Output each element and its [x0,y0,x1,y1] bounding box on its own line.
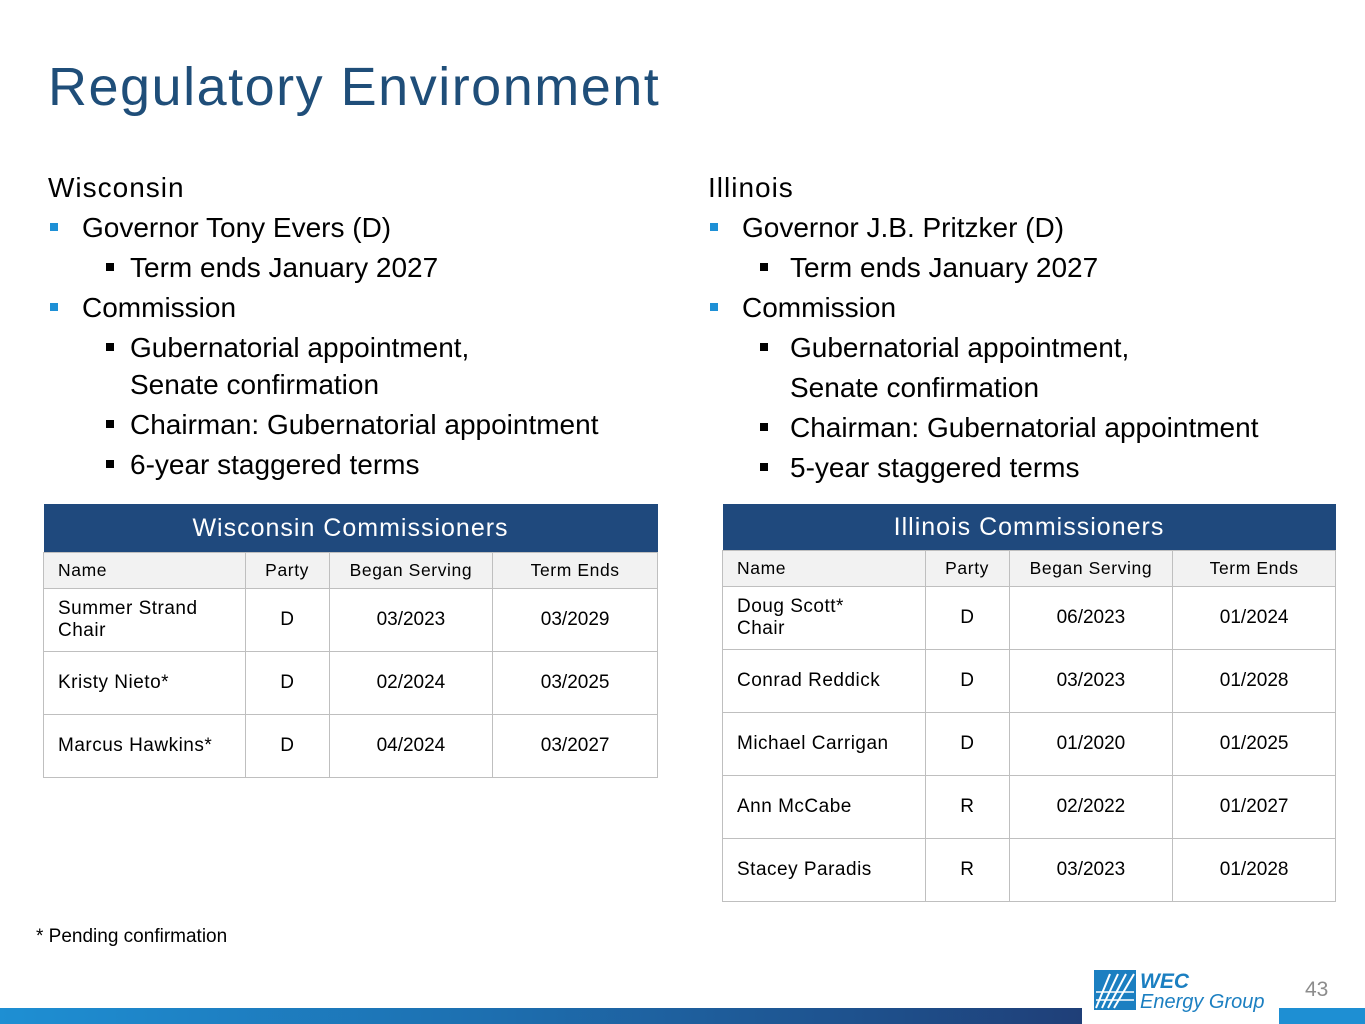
commissioner-began: 03/2023 [1009,650,1173,713]
column-header-ends: Term Ends [1173,551,1336,587]
logo-text-energy-group: Energy Group [1140,991,1265,1013]
footnote: * Pending confirmation [36,926,228,947]
illinois-terms: 5-year staggered terms [708,452,1079,484]
page-number: 43 [1305,978,1329,1001]
commissioner-ends: 01/2027 [1173,776,1336,839]
commissioner-ends: 01/2025 [1173,713,1336,776]
commissioner-party: R [925,776,1009,839]
illinois-heading: Illinois [708,172,794,203]
commissioner-ends: 03/2027 [493,715,658,778]
page-title: Regulatory Environment [48,57,661,117]
commissioner-ends: 01/2024 [1173,587,1336,650]
illinois-commissioners-table [722,504,1336,902]
column-header-began: Began Serving [1009,551,1173,587]
commissioner-party: D [245,715,329,778]
commissioner-name-text: Summer Strand [58,598,198,619]
commissioner-ends: 03/2025 [493,652,658,715]
wisconsin-terms: 6-year staggered terms [48,449,419,481]
table-row [44,589,658,652]
commissioner-name [44,589,246,652]
commissioner-began: 03/2023 [329,589,493,652]
table-caption: Wisconsin Commissioners [44,504,658,553]
wisconsin-chairman: Chairman: Gubernatorial appointment [48,409,598,441]
column-header-party: Party [925,551,1009,587]
commissioner-name: Stacey Paradis [723,839,926,902]
wisconsin-governor: Governor Tony Evers (D) [48,212,391,244]
commissioner-name [723,587,926,650]
commissioner-party: D [245,589,329,652]
commissioner-party: D [925,587,1009,650]
commissioner-name: Marcus Hawkins* [44,715,246,778]
table-row [723,650,1336,713]
table-header-row [44,553,658,589]
wisconsin-appointment: Gubernatorial appointment, [48,332,469,364]
commissioner-party: R [925,839,1009,902]
commissioner-ends: 01/2028 [1173,650,1336,713]
wisconsin-commission: Commission [48,292,236,324]
commissioner-name: Kristy Nieto* [44,652,246,715]
column-header-ends: Term Ends [493,553,658,589]
commissioner-name: Michael Carrigan [723,713,926,776]
table-row [723,587,1336,650]
wec-logo [1094,970,1264,1016]
table-row [723,713,1336,776]
illinois-governor-term: Term ends January 2027 [708,252,1098,284]
table-caption: Illinois Commissioners [723,504,1336,551]
table-row [44,652,658,715]
table-row [723,776,1336,839]
illinois-governor: Governor J.B. Pritzker (D) [708,212,1064,244]
wisconsin-heading: Wisconsin [48,172,185,203]
footer-accent-bar [0,1008,1082,1024]
wec-logo-icon [1094,970,1136,1010]
commissioner-began: 04/2024 [329,715,493,778]
illinois-appointment-cont: Senate confirmation [790,372,1040,403]
illinois-appointment: Gubernatorial appointment, [708,332,1129,364]
commissioner-began: 03/2023 [1009,839,1173,902]
table-row [44,715,658,778]
illinois-commission: Commission [708,292,896,324]
wisconsin-governor-term: Term ends January 2027 [48,252,438,284]
illinois-chairman: Chairman: Gubernatorial appointment [708,412,1258,444]
commissioner-began: 01/2020 [1009,713,1173,776]
column-header-began: Began Serving [329,553,493,589]
commissioner-began: 02/2022 [1009,776,1173,839]
footer-accent-bar-right [1279,1008,1365,1024]
commissioner-name: Ann McCabe [723,776,926,839]
commissioner-name: Conrad Reddick [723,650,926,713]
commissioner-ends: 01/2028 [1173,839,1336,902]
column-header-party: Party [245,553,329,589]
commissioner-party: D [925,713,1009,776]
commissioner-party: D [925,650,1009,713]
commissioner-ends: 03/2029 [493,589,658,652]
wisconsin-appointment-cont: Senate confirmation [130,369,380,400]
table-row [723,839,1336,902]
commissioner-began: 02/2024 [329,652,493,715]
commissioner-party: D [245,652,329,715]
commissioner-role: Chair [58,620,106,641]
commissioner-role: Chair [737,618,785,639]
column-header-name: Name [44,553,246,589]
wisconsin-commissioners-table [43,504,658,778]
column-header-name: Name [723,551,926,587]
logo-text-wec: WEC [1140,970,1189,993]
commissioner-began: 06/2023 [1009,587,1173,650]
commissioner-name-text: Doug Scott* [737,596,844,617]
table-header-row [723,551,1336,587]
